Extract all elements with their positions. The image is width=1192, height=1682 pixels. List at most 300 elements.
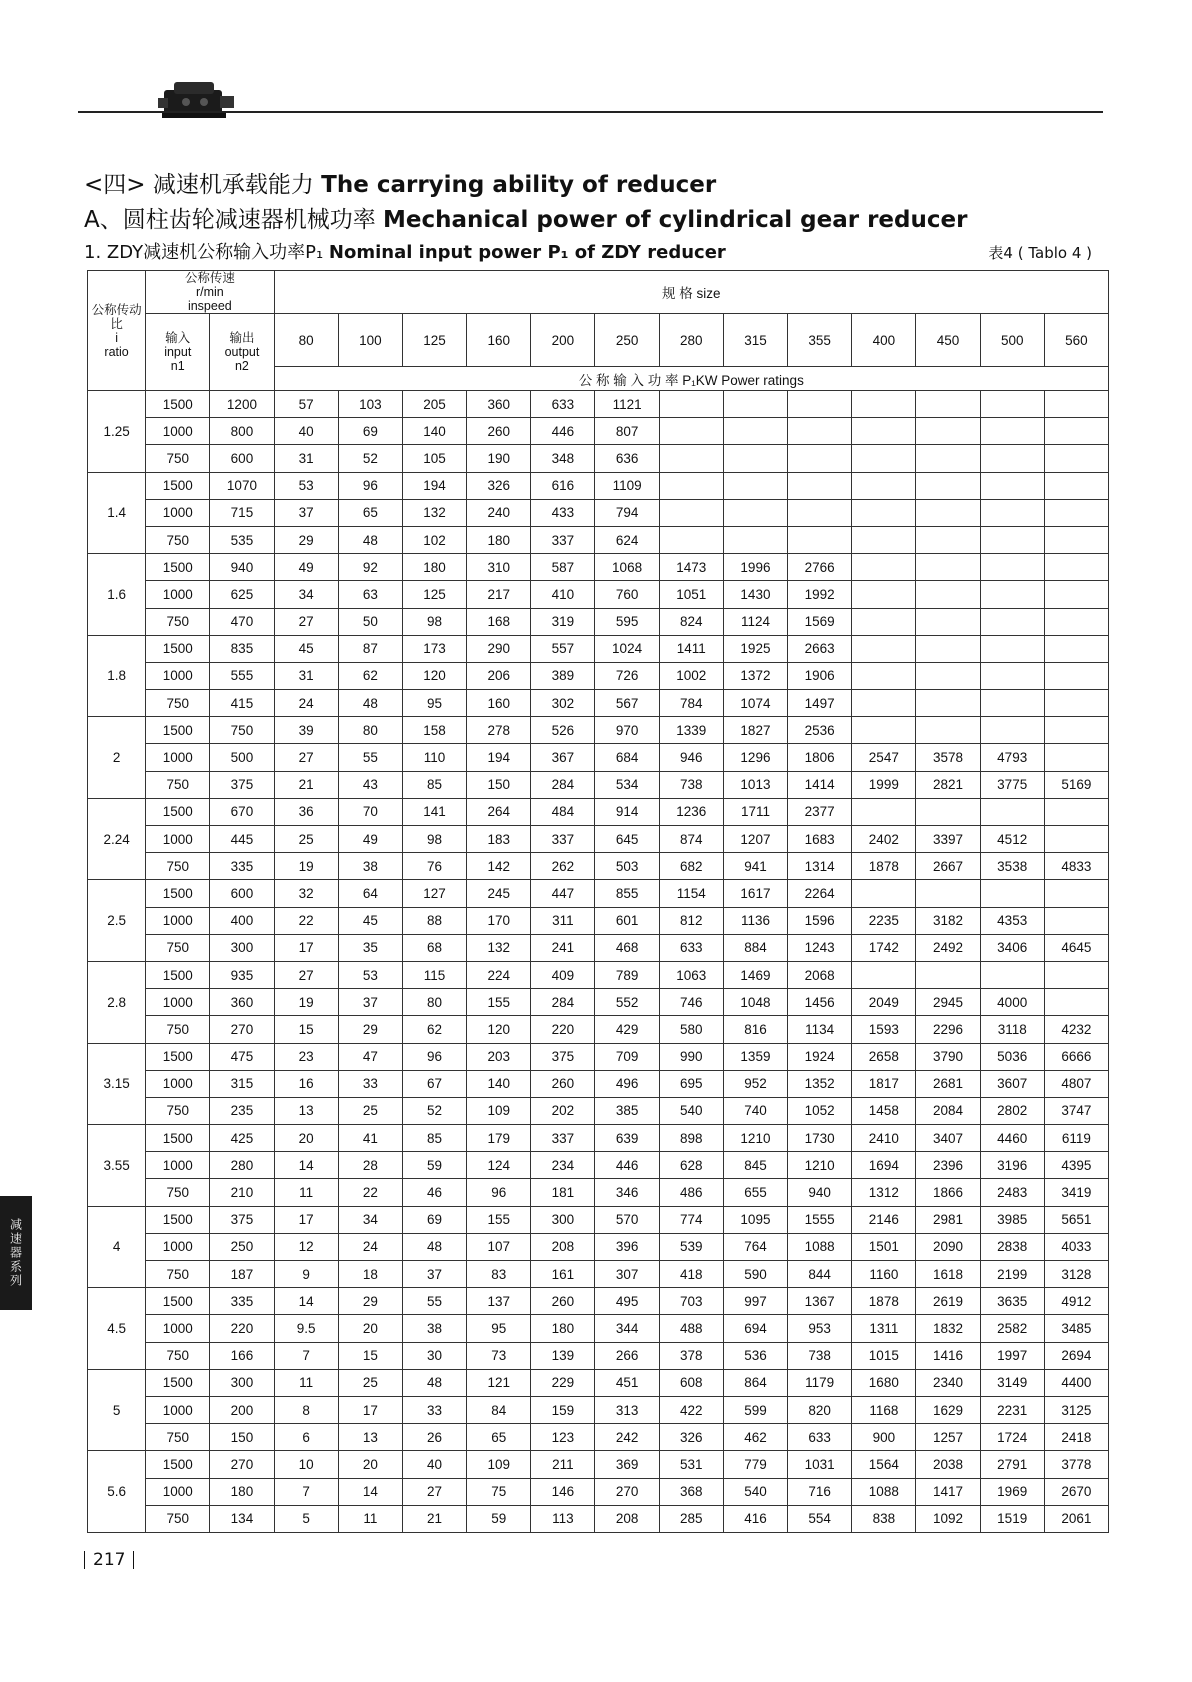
power-cell: 1352 xyxy=(788,1070,852,1097)
power-cell: 310 xyxy=(467,554,531,581)
power-cell: 368 xyxy=(659,1478,723,1505)
input-speed-cell: 750 xyxy=(146,445,210,472)
power-cell: 4807 xyxy=(1044,1070,1108,1097)
power-cell: 1052 xyxy=(788,1097,852,1124)
table-row xyxy=(88,907,1109,934)
power-cell: 534 xyxy=(595,771,659,798)
power-cell: 140 xyxy=(467,1070,531,1097)
power-cell: 25 xyxy=(338,1369,402,1396)
output-speed-cell: 315 xyxy=(210,1070,274,1097)
power-cell: 344 xyxy=(595,1315,659,1342)
power-cell: 946 xyxy=(659,744,723,771)
power-cell: 4645 xyxy=(1044,934,1108,961)
table-row xyxy=(88,1478,1109,1505)
power-cell: 1136 xyxy=(723,907,787,934)
power-cell xyxy=(916,662,980,689)
power-cell xyxy=(852,472,916,499)
output-speed-cell: 220 xyxy=(210,1315,274,1342)
power-cell: 41 xyxy=(338,1125,402,1152)
power-cell: 3407 xyxy=(916,1125,980,1152)
power-cell: 234 xyxy=(531,1152,595,1179)
power-cell: 180 xyxy=(402,554,466,581)
output-speed-cell: 270 xyxy=(210,1016,274,1043)
input-speed-cell: 1000 xyxy=(146,1315,210,1342)
power-cell: 1724 xyxy=(980,1424,1044,1451)
table-row xyxy=(88,744,1109,771)
input-speed-cell: 1000 xyxy=(146,907,210,934)
size-header-cell: 400 xyxy=(852,314,916,367)
input-speed-cell: 750 xyxy=(146,690,210,717)
power-cell xyxy=(1044,744,1108,771)
power-cell: 2146 xyxy=(852,1206,916,1233)
power-cell: 278 xyxy=(467,717,531,744)
power-cell: 1618 xyxy=(916,1261,980,1288)
power-cell: 1002 xyxy=(659,662,723,689)
power-cell: 3747 xyxy=(1044,1097,1108,1124)
power-cell: 599 xyxy=(723,1396,787,1423)
power-cell xyxy=(852,554,916,581)
input-speed-cell: 750 xyxy=(146,1342,210,1369)
table-row xyxy=(88,1097,1109,1124)
power-cell: 15 xyxy=(274,1016,338,1043)
power-cell: 17 xyxy=(274,1206,338,1233)
power-cell: 503 xyxy=(595,853,659,880)
header-ratio-sym: i xyxy=(115,330,118,345)
power-cell: 2821 xyxy=(916,771,980,798)
power-cell: 784 xyxy=(659,690,723,717)
power-cell: 217 xyxy=(467,581,531,608)
power-cell: 1878 xyxy=(852,1288,916,1315)
power-cell: 2547 xyxy=(852,744,916,771)
power-cell: 1996 xyxy=(723,554,787,581)
power-cell: 206 xyxy=(467,662,531,689)
output-speed-cell: 555 xyxy=(210,662,274,689)
table-row xyxy=(88,554,1109,581)
power-cell: 313 xyxy=(595,1396,659,1423)
table-row xyxy=(88,635,1109,662)
power-cell: 1827 xyxy=(723,717,787,744)
output-speed-cell: 1200 xyxy=(210,391,274,418)
power-cell: 137 xyxy=(467,1288,531,1315)
power-cell: 53 xyxy=(274,472,338,499)
power-cell: 1694 xyxy=(852,1152,916,1179)
power-cell: 25 xyxy=(274,826,338,853)
table-row xyxy=(88,581,1109,608)
table-row xyxy=(88,499,1109,526)
power-cell: 50 xyxy=(338,608,402,635)
power-cell: 19 xyxy=(274,853,338,880)
power-cell: 1629 xyxy=(916,1396,980,1423)
power-cell: 1417 xyxy=(916,1478,980,1505)
input-speed-cell: 1000 xyxy=(146,581,210,608)
table-row xyxy=(88,826,1109,853)
power-cell: 418 xyxy=(659,1261,723,1288)
power-cell: 844 xyxy=(788,1261,852,1288)
power-cell: 495 xyxy=(595,1288,659,1315)
power-cell: 496 xyxy=(595,1070,659,1097)
power-cell: 33 xyxy=(402,1396,466,1423)
input-speed-cell: 1000 xyxy=(146,1478,210,1505)
power-cell: 1878 xyxy=(852,853,916,880)
power-cell: 590 xyxy=(723,1261,787,1288)
power-cell: 990 xyxy=(659,1043,723,1070)
power-cell xyxy=(1044,608,1108,635)
power-cell: 1048 xyxy=(723,989,787,1016)
table-row xyxy=(88,771,1109,798)
subsection-heading-cn: A、圆柱齿轮减速器机械功率 xyxy=(84,207,376,233)
power-cell: 1456 xyxy=(788,989,852,1016)
power-cell: 1063 xyxy=(659,961,723,988)
power-cell: 410 xyxy=(531,581,595,608)
power-cell: 587 xyxy=(531,554,595,581)
power-cell: 67 xyxy=(402,1070,466,1097)
input-speed-cell: 750 xyxy=(146,608,210,635)
power-cell: 2981 xyxy=(916,1206,980,1233)
table-row xyxy=(88,526,1109,553)
power-cell: 4460 xyxy=(980,1125,1044,1152)
output-speed-cell: 425 xyxy=(210,1125,274,1152)
power-cell: 1411 xyxy=(659,635,723,662)
power-cell: 1312 xyxy=(852,1179,916,1206)
output-speed-cell: 280 xyxy=(210,1152,274,1179)
power-cell: 48 xyxy=(338,526,402,553)
power-cell: 242 xyxy=(595,1424,659,1451)
output-speed-cell: 625 xyxy=(210,581,274,608)
power-cell: 1817 xyxy=(852,1070,916,1097)
ratio-cell: 1.8 xyxy=(88,635,146,717)
power-cell: 27 xyxy=(274,961,338,988)
power-cell: 1596 xyxy=(788,907,852,934)
power-cell: 20 xyxy=(274,1125,338,1152)
header-input xyxy=(146,314,210,391)
input-speed-cell: 750 xyxy=(146,1261,210,1288)
power-cell: 2049 xyxy=(852,989,916,1016)
power-cell: 1207 xyxy=(723,826,787,853)
power-cell: 1711 xyxy=(723,798,787,825)
power-cell: 526 xyxy=(531,717,595,744)
power-cell xyxy=(916,608,980,635)
power-cell: 2667 xyxy=(916,853,980,880)
power-cell: 3397 xyxy=(916,826,980,853)
power-cell xyxy=(788,391,852,418)
power-cell xyxy=(852,418,916,445)
power-cell: 13 xyxy=(338,1424,402,1451)
power-cell xyxy=(852,445,916,472)
power-cell: 484 xyxy=(531,798,595,825)
table-heading xyxy=(84,238,726,264)
output-speed-cell: 150 xyxy=(210,1424,274,1451)
power-cell xyxy=(723,391,787,418)
input-speed-cell: 1000 xyxy=(146,499,210,526)
power-cell: 820 xyxy=(788,1396,852,1423)
power-cell: 55 xyxy=(402,1288,466,1315)
power-cell: 337 xyxy=(531,526,595,553)
power-cell: 290 xyxy=(467,635,531,662)
power-cell: 716 xyxy=(788,1478,852,1505)
power-cell: 633 xyxy=(788,1424,852,1451)
input-speed-cell: 1500 xyxy=(146,961,210,988)
power-cell: 1924 xyxy=(788,1043,852,1070)
header-ratio-en: ratio xyxy=(104,344,129,359)
power-cell xyxy=(980,608,1044,635)
power-cell: 396 xyxy=(595,1233,659,1260)
power-cell: 155 xyxy=(467,989,531,1016)
power-cell: 39 xyxy=(274,717,338,744)
power-cell: 1683 xyxy=(788,826,852,853)
input-speed-cell: 1500 xyxy=(146,1206,210,1233)
power-cell: 348 xyxy=(531,445,595,472)
power-cell: 107 xyxy=(467,1233,531,1260)
output-speed-cell: 300 xyxy=(210,1369,274,1396)
power-cell: 941 xyxy=(723,853,787,880)
power-cell: 49 xyxy=(274,554,338,581)
power-cell: 2235 xyxy=(852,907,916,934)
size-header-cell: 160 xyxy=(467,314,531,367)
power-cell xyxy=(1044,961,1108,988)
power-cell: 2264 xyxy=(788,880,852,907)
power-cell: 62 xyxy=(338,662,402,689)
power-cell: 816 xyxy=(723,1016,787,1043)
power-cell xyxy=(852,662,916,689)
power-cell: 760 xyxy=(595,581,659,608)
size-header-cell: 100 xyxy=(338,314,402,367)
power-cell xyxy=(980,961,1044,988)
power-cell xyxy=(1044,635,1108,662)
power-cell: 2670 xyxy=(1044,1478,1108,1505)
ratio-cell: 4.5 xyxy=(88,1288,146,1370)
power-cell: 38 xyxy=(338,853,402,880)
power-cell xyxy=(723,472,787,499)
power-cell xyxy=(852,690,916,717)
power-cell: 311 xyxy=(531,907,595,934)
power-cell: 260 xyxy=(467,418,531,445)
power-cell: 1013 xyxy=(723,771,787,798)
power-cell: 208 xyxy=(531,1233,595,1260)
power-cell: 150 xyxy=(467,771,531,798)
power-cell: 1519 xyxy=(980,1505,1044,1532)
power-cell: 124 xyxy=(467,1152,531,1179)
power-cell: 451 xyxy=(595,1369,659,1396)
output-speed-cell: 670 xyxy=(210,798,274,825)
power-cell: 6119 xyxy=(1044,1125,1108,1152)
input-speed-cell: 750 xyxy=(146,771,210,798)
header-speed xyxy=(146,271,274,314)
power-cell xyxy=(916,554,980,581)
power-cell: 1555 xyxy=(788,1206,852,1233)
power-cell: 123 xyxy=(531,1424,595,1451)
output-speed-cell: 200 xyxy=(210,1396,274,1423)
size-header-cell: 125 xyxy=(402,314,466,367)
power-cell: 110 xyxy=(402,744,466,771)
power-cell: 539 xyxy=(659,1233,723,1260)
power-cell: 1311 xyxy=(852,1315,916,1342)
header-output-cn: 输出 xyxy=(229,331,255,345)
ratio-cell: 3.15 xyxy=(88,1043,146,1125)
power-cell: 3118 xyxy=(980,1016,1044,1043)
power-cell: 446 xyxy=(531,418,595,445)
power-cell: 170 xyxy=(467,907,531,934)
header-output-sym: n2 xyxy=(234,359,249,373)
power-cell: 307 xyxy=(595,1261,659,1288)
power-cell: 940 xyxy=(788,1179,852,1206)
power-cell: 429 xyxy=(595,1016,659,1043)
power-cell xyxy=(980,499,1044,526)
power-cell: 608 xyxy=(659,1369,723,1396)
power-cell: 260 xyxy=(531,1288,595,1315)
output-speed-cell: 600 xyxy=(210,880,274,907)
power-cell: 120 xyxy=(467,1016,531,1043)
power-cell: 2402 xyxy=(852,826,916,853)
power-cell: 53 xyxy=(338,961,402,988)
power-cell: 952 xyxy=(723,1070,787,1097)
power-cell: 694 xyxy=(723,1315,787,1342)
table-row xyxy=(88,1125,1109,1152)
power-cell xyxy=(916,526,980,553)
table-row xyxy=(88,445,1109,472)
power-cell: 1430 xyxy=(723,581,787,608)
power-cell: 1134 xyxy=(788,1016,852,1043)
output-speed-cell: 500 xyxy=(210,744,274,771)
header-input-en: input xyxy=(164,345,192,359)
table-row xyxy=(88,880,1109,907)
power-cell: 1168 xyxy=(852,1396,916,1423)
power-cell: 3635 xyxy=(980,1288,1044,1315)
power-cell: 2791 xyxy=(980,1451,1044,1478)
power-cell: 682 xyxy=(659,853,723,880)
power-cell: 21 xyxy=(402,1505,466,1532)
power-cell: 48 xyxy=(338,690,402,717)
header-ratio xyxy=(88,271,146,391)
power-cell: 378 xyxy=(659,1342,723,1369)
power-cell: 1473 xyxy=(659,554,723,581)
power-cell: 179 xyxy=(467,1125,531,1152)
power-cell: 183 xyxy=(467,826,531,853)
power-cell: 109 xyxy=(467,1097,531,1124)
power-cell: 1015 xyxy=(852,1342,916,1369)
power-cell: 2377 xyxy=(788,798,852,825)
power-cell xyxy=(916,391,980,418)
power-cell: 141 xyxy=(402,798,466,825)
power-cell: 59 xyxy=(467,1505,531,1532)
power-cell: 360 xyxy=(467,391,531,418)
power-cell: 2410 xyxy=(852,1125,916,1152)
power-cell: 1617 xyxy=(723,880,787,907)
power-cell: 19 xyxy=(274,989,338,1016)
power-cell: 4232 xyxy=(1044,1016,1108,1043)
power-cell xyxy=(916,581,980,608)
power-cell: 1296 xyxy=(723,744,787,771)
power-cell: 57 xyxy=(274,391,338,418)
power-cell: 764 xyxy=(723,1233,787,1260)
power-cell: 3578 xyxy=(916,744,980,771)
power-cell: 5 xyxy=(274,1505,338,1532)
ratio-cell: 4 xyxy=(88,1206,146,1288)
power-cell xyxy=(852,391,916,418)
table-row xyxy=(88,1070,1109,1097)
ratio-cell: 2.5 xyxy=(88,880,146,962)
power-cell: 1992 xyxy=(788,581,852,608)
output-speed-cell: 800 xyxy=(210,418,274,445)
power-cell: 536 xyxy=(723,1342,787,1369)
table-heading-en: Nominal input power P₁ of ZDY reducer xyxy=(328,242,726,263)
power-cell: 48 xyxy=(402,1233,466,1260)
size-header-cell: 200 xyxy=(531,314,595,367)
power-cell: 845 xyxy=(723,1152,787,1179)
power-cell: 30 xyxy=(402,1342,466,1369)
power-cell: 2396 xyxy=(916,1152,980,1179)
power-cell xyxy=(916,717,980,744)
ratio-cell: 1.25 xyxy=(88,391,146,473)
power-cell xyxy=(916,635,980,662)
power-cell: 326 xyxy=(467,472,531,499)
size-header-cell: 560 xyxy=(1044,314,1108,367)
header-output-en: output xyxy=(224,345,260,359)
power-cell: 13 xyxy=(274,1097,338,1124)
power-cell xyxy=(980,880,1044,907)
power-cell: 346 xyxy=(595,1179,659,1206)
power-cell xyxy=(723,526,787,553)
power-cell: 15 xyxy=(338,1342,402,1369)
power-cell: 3406 xyxy=(980,934,1044,961)
table-body xyxy=(88,391,1109,1533)
power-cell: 337 xyxy=(531,826,595,853)
power-cell: 709 xyxy=(595,1043,659,1070)
power-cell xyxy=(916,472,980,499)
power-cell: 80 xyxy=(338,717,402,744)
power-cell xyxy=(1044,499,1108,526)
power-cell xyxy=(980,798,1044,825)
power-cell xyxy=(852,608,916,635)
power-cell: 34 xyxy=(338,1206,402,1233)
output-speed-cell: 835 xyxy=(210,635,274,662)
power-cell: 1997 xyxy=(980,1342,1044,1369)
power-cell: 4912 xyxy=(1044,1288,1108,1315)
power-cell: 3419 xyxy=(1044,1179,1108,1206)
power-cell: 37 xyxy=(274,499,338,526)
section-heading-cn: <四> 减速机承载能力 xyxy=(84,172,314,198)
power-cell: 47 xyxy=(338,1043,402,1070)
power-cell xyxy=(659,391,723,418)
power-cell: 202 xyxy=(531,1097,595,1124)
power-cell: 1372 xyxy=(723,662,787,689)
power-cell: 1160 xyxy=(852,1261,916,1288)
power-cell xyxy=(1044,989,1108,1016)
power-cell: 32 xyxy=(274,880,338,907)
power-cell xyxy=(980,662,1044,689)
power-cell xyxy=(788,418,852,445)
power-cell: 794 xyxy=(595,499,659,526)
output-speed-cell: 750 xyxy=(210,717,274,744)
input-speed-cell: 750 xyxy=(146,1179,210,1206)
power-cell xyxy=(852,880,916,907)
power-cell: 1569 xyxy=(788,608,852,635)
power-cell xyxy=(980,391,1044,418)
table-row xyxy=(88,1016,1109,1043)
power-cell: 1564 xyxy=(852,1451,916,1478)
power-cell: 95 xyxy=(402,690,466,717)
power-cell: 389 xyxy=(531,662,595,689)
power-cell xyxy=(916,880,980,907)
power-cell xyxy=(723,418,787,445)
power-cell: 2766 xyxy=(788,554,852,581)
power-cell: 7 xyxy=(274,1342,338,1369)
input-speed-cell: 1000 xyxy=(146,1070,210,1097)
power-cell: 284 xyxy=(531,989,595,1016)
power-cell: 855 xyxy=(595,880,659,907)
power-cell: 997 xyxy=(723,1288,787,1315)
power-cell: 2068 xyxy=(788,961,852,988)
power-cell: 4400 xyxy=(1044,1369,1108,1396)
